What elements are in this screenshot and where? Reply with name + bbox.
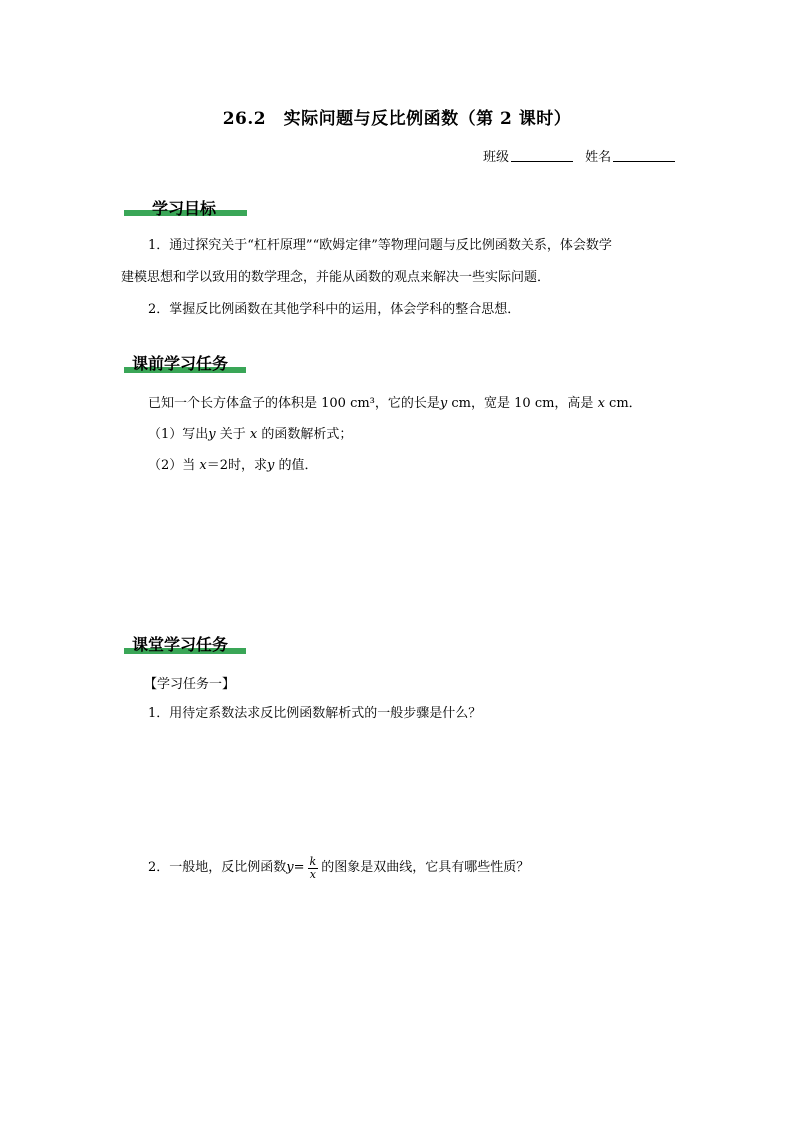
section-header-objectives: [124, 196, 247, 220]
section-title: 课堂学习任务: [132, 635, 229, 654]
in-class-question-2: [148, 856, 529, 881]
section-header-in-class: [124, 632, 246, 658]
question-text: 的图象是双曲线，它具有哪些性质？: [321, 860, 530, 876]
var-x: x: [199, 458, 207, 473]
section-title: 课前学习任务: [132, 354, 229, 373]
learning-task-1-label: 【学习任务一】: [144, 677, 236, 692]
equals-sign: =: [293, 860, 305, 876]
fraction-k-over-x: [308, 856, 319, 881]
fraction-numerator: k: [309, 855, 317, 868]
var-x: x: [597, 396, 605, 411]
var-x: x: [249, 427, 258, 442]
var-y: y: [439, 396, 448, 411]
question-text: （2）当: [148, 458, 200, 473]
var-y: y: [267, 458, 275, 473]
question-text: 的函数解析式；: [257, 427, 353, 442]
section-header-pre-class: [124, 351, 246, 377]
page-title: 26.2 实际问题与反比例函数（第 2 课时）: [222, 109, 572, 129]
in-class-question-1: 1．用待定系数法求反比例函数解析式的一般步骤是什么？: [148, 706, 482, 721]
pre-task-intro-text: cm，宽是 10 cm，高是: [447, 396, 598, 411]
question-text: 的值．: [274, 458, 318, 473]
section-title: 学习目标: [152, 199, 217, 218]
question-text: 2．一般地，反比例函数: [148, 860, 287, 876]
name-label: 姓名: [585, 150, 612, 165]
pre-task-intro: [148, 396, 642, 413]
var-y: y: [286, 860, 294, 876]
question-text: ＝2时，求: [206, 458, 268, 473]
question-text: （1）写出: [148, 427, 209, 442]
var-y: y: [208, 427, 216, 442]
name-blank[interactable]: [613, 149, 675, 162]
student-info: [483, 146, 683, 165]
class-blank[interactable]: [511, 149, 573, 162]
objective-item-1-line-2: 建模思想和学以致用的数学理念，并能从函数的观点来解决一些实际问题．: [121, 270, 551, 285]
class-label: 班级: [483, 150, 510, 165]
pre-task-question-2: [148, 458, 318, 475]
question-text: 关于: [215, 427, 250, 442]
pre-task-intro-text: cm．: [604, 396, 642, 411]
pre-task-intro-text: 已知一个长方体盒子的体积是 100 cm³，它的长是: [148, 396, 440, 411]
fraction-denominator: x: [309, 868, 316, 882]
objective-item-1-line-1: 1．通过探究关于“杠杆原理”“欧姆定律”等物理问题与反比例函数关系，体会数学: [148, 238, 612, 253]
objective-item-2: 2．掌握反比例函数在其他学科中的运用，体会学科的整合思想．: [148, 302, 521, 317]
pre-task-question-1: [148, 427, 352, 444]
